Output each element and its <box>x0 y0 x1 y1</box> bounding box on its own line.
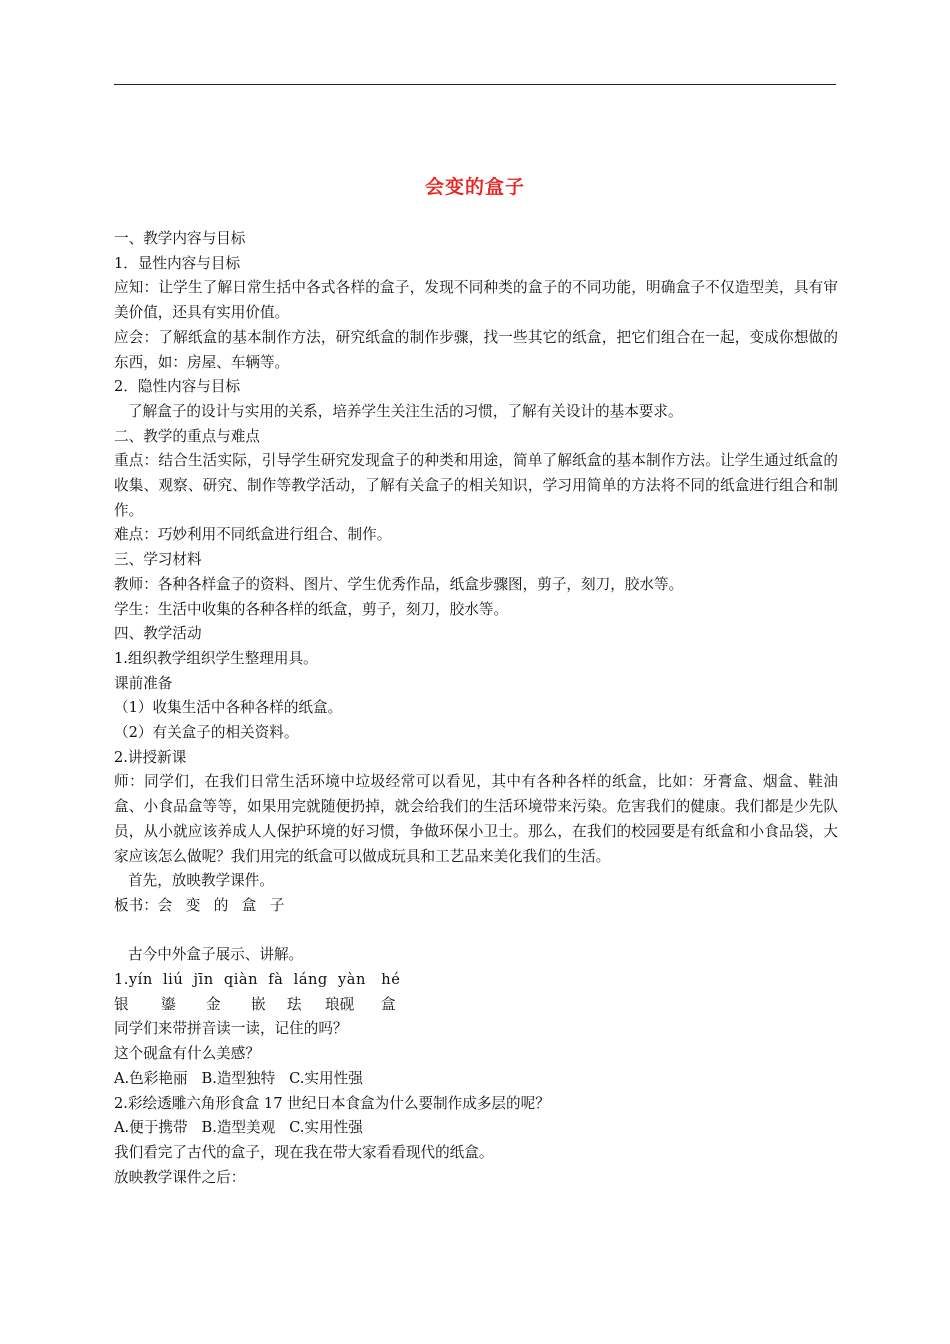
section-heading: 一、教学内容与目标 <box>114 230 246 247</box>
paragraph-yinxing: 了解盒子的设计与实用的关系，培养学生关注生活的习惯，了解有关设计的基本要求。 <box>128 402 683 420</box>
list-item: （1）收集生活中各种各样的纸盒。 <box>114 699 343 717</box>
list-item: （2）有关盒子的相关资料。 <box>114 724 299 742</box>
blackboard-char: 的 <box>213 896 229 914</box>
paragraph-zhongdian: 重点：结合生活实际，引导学生研究发现盒子的种类和用途，简单了解纸盒的基本制作方法。让学生通过纸盒的收集、观察、研究、制作等教学活动，了解有关盒子的相关知识，学习用简单的方法将不同的纸盒进行组合和制作。 <box>114 452 838 519</box>
question-line: 2.彩绘透雕六角形食盒 17 世纪日本食盒为什么要制作成多层的呢？ <box>114 1094 550 1112</box>
options-line: A.色彩艳丽 B.造型独特 C.实用性强 <box>114 1069 363 1087</box>
hanzi-char: 嵌 <box>251 995 266 1013</box>
options-line: A.便于携带 B.造型美观 C.实用性强 <box>114 1119 363 1137</box>
question-line: 同学们来带拼音读一读，记住的吗？ <box>114 1020 348 1038</box>
paragraph-jiaoshi: 教师：各种各样盒子的资料、图片、学生优秀作品，纸盒步骤图，剪子，刻刀，胶水等。 <box>114 575 684 593</box>
hanzi-char: 琅砚 <box>325 995 355 1013</box>
question-line: 这个砚盒有什么美感？ <box>114 1045 260 1063</box>
blackboard-char: 盒 <box>241 896 257 914</box>
hanzi-char: 珐 <box>287 995 302 1013</box>
hanzi-char: 盒 <box>381 995 396 1013</box>
paragraph-shouxian: 首先，放映教学课件。 <box>128 872 274 890</box>
paragraph-nandian: 难点：巧妙利用不同纸盒进行组合、制作。 <box>114 526 392 544</box>
hanzi-char: 银 <box>114 995 129 1013</box>
blackboard-char: 子 <box>269 896 285 914</box>
blackboard-line <box>114 894 838 919</box>
blackboard-label: 板书： <box>114 896 158 914</box>
document-title: 会变的盒子 <box>424 176 525 198</box>
subsection-heading: 1．显性内容与目标 <box>114 254 241 272</box>
subsection-heading: 2．隐性内容与目标 <box>114 378 241 396</box>
paragraph-gujin: 古今中外盒子展示、讲解。 <box>128 946 304 964</box>
hanzi-line <box>114 993 838 1018</box>
activity-item: 1.组织教学组织学生整理用具。 <box>114 649 318 667</box>
blackboard-char: 会 <box>157 896 173 914</box>
spacer <box>114 919 838 944</box>
paragraph-yinghui: 应会：了解纸盒的基本制作方法，研究纸盒的制作步骤，找一些其它的纸盒，把它们组合在一起，变成你想做的东西，如：房屋、车辆等。 <box>114 328 838 371</box>
hanzi-char: 鎏 <box>161 995 176 1013</box>
paragraph-xuesheng: 学生：生活中收集的各种各样的纸盒，剪子，刻刀，胶水等。 <box>114 600 509 618</box>
paragraph-line: 放映教学课件之后： <box>114 1168 246 1186</box>
blackboard-char: 变 <box>185 896 201 914</box>
header-rule <box>114 84 836 85</box>
hanzi-char: 金 <box>206 995 221 1013</box>
section-heading: 四、教学活动 <box>114 625 202 643</box>
pinyin-line: 1.yín liú jīn qiàn fà láng yàn hé <box>114 971 401 989</box>
section-heading: 二、教学的重点与难点 <box>114 427 260 445</box>
paragraph-yingzhi: 应知：让学生了解日常生括中各式各样的盒子，发现不同种类的盒子的不同功能，明确盒子不仅造型美，具有审美价值，还具有实用价值。 <box>114 279 838 322</box>
paragraph-line: 我们看完了古代的盒子，现在我在带大家看看现代的纸盒。 <box>114 1144 494 1161</box>
activity-item: 2.讲授新课 <box>114 748 187 766</box>
paragraph-keqian: 课前准备 <box>114 674 173 692</box>
document-body <box>114 227 838 1190</box>
section-heading: 三、学习材料 <box>114 551 202 569</box>
paragraph-teacher: 师：同学们，在我们日常生活环境中垃圾经常可以看见，其中有各种各样的纸盒，比如：牙膏盒、烟盒、鞋油盒、小食品盒等等，如果用完就随便扔掉，就会给我们的生活环境带来污染。危害我们的健康。我们都是少先队员，从小就应该养成人人保护环境的好习惯，争做环保小卫士。那么，在我们的校园要是有纸盒和小食品袋，大家应该怎么做呢？我们用完的纸盒可以做成玩具和工艺品来美化我们的生活。 <box>114 773 838 865</box>
